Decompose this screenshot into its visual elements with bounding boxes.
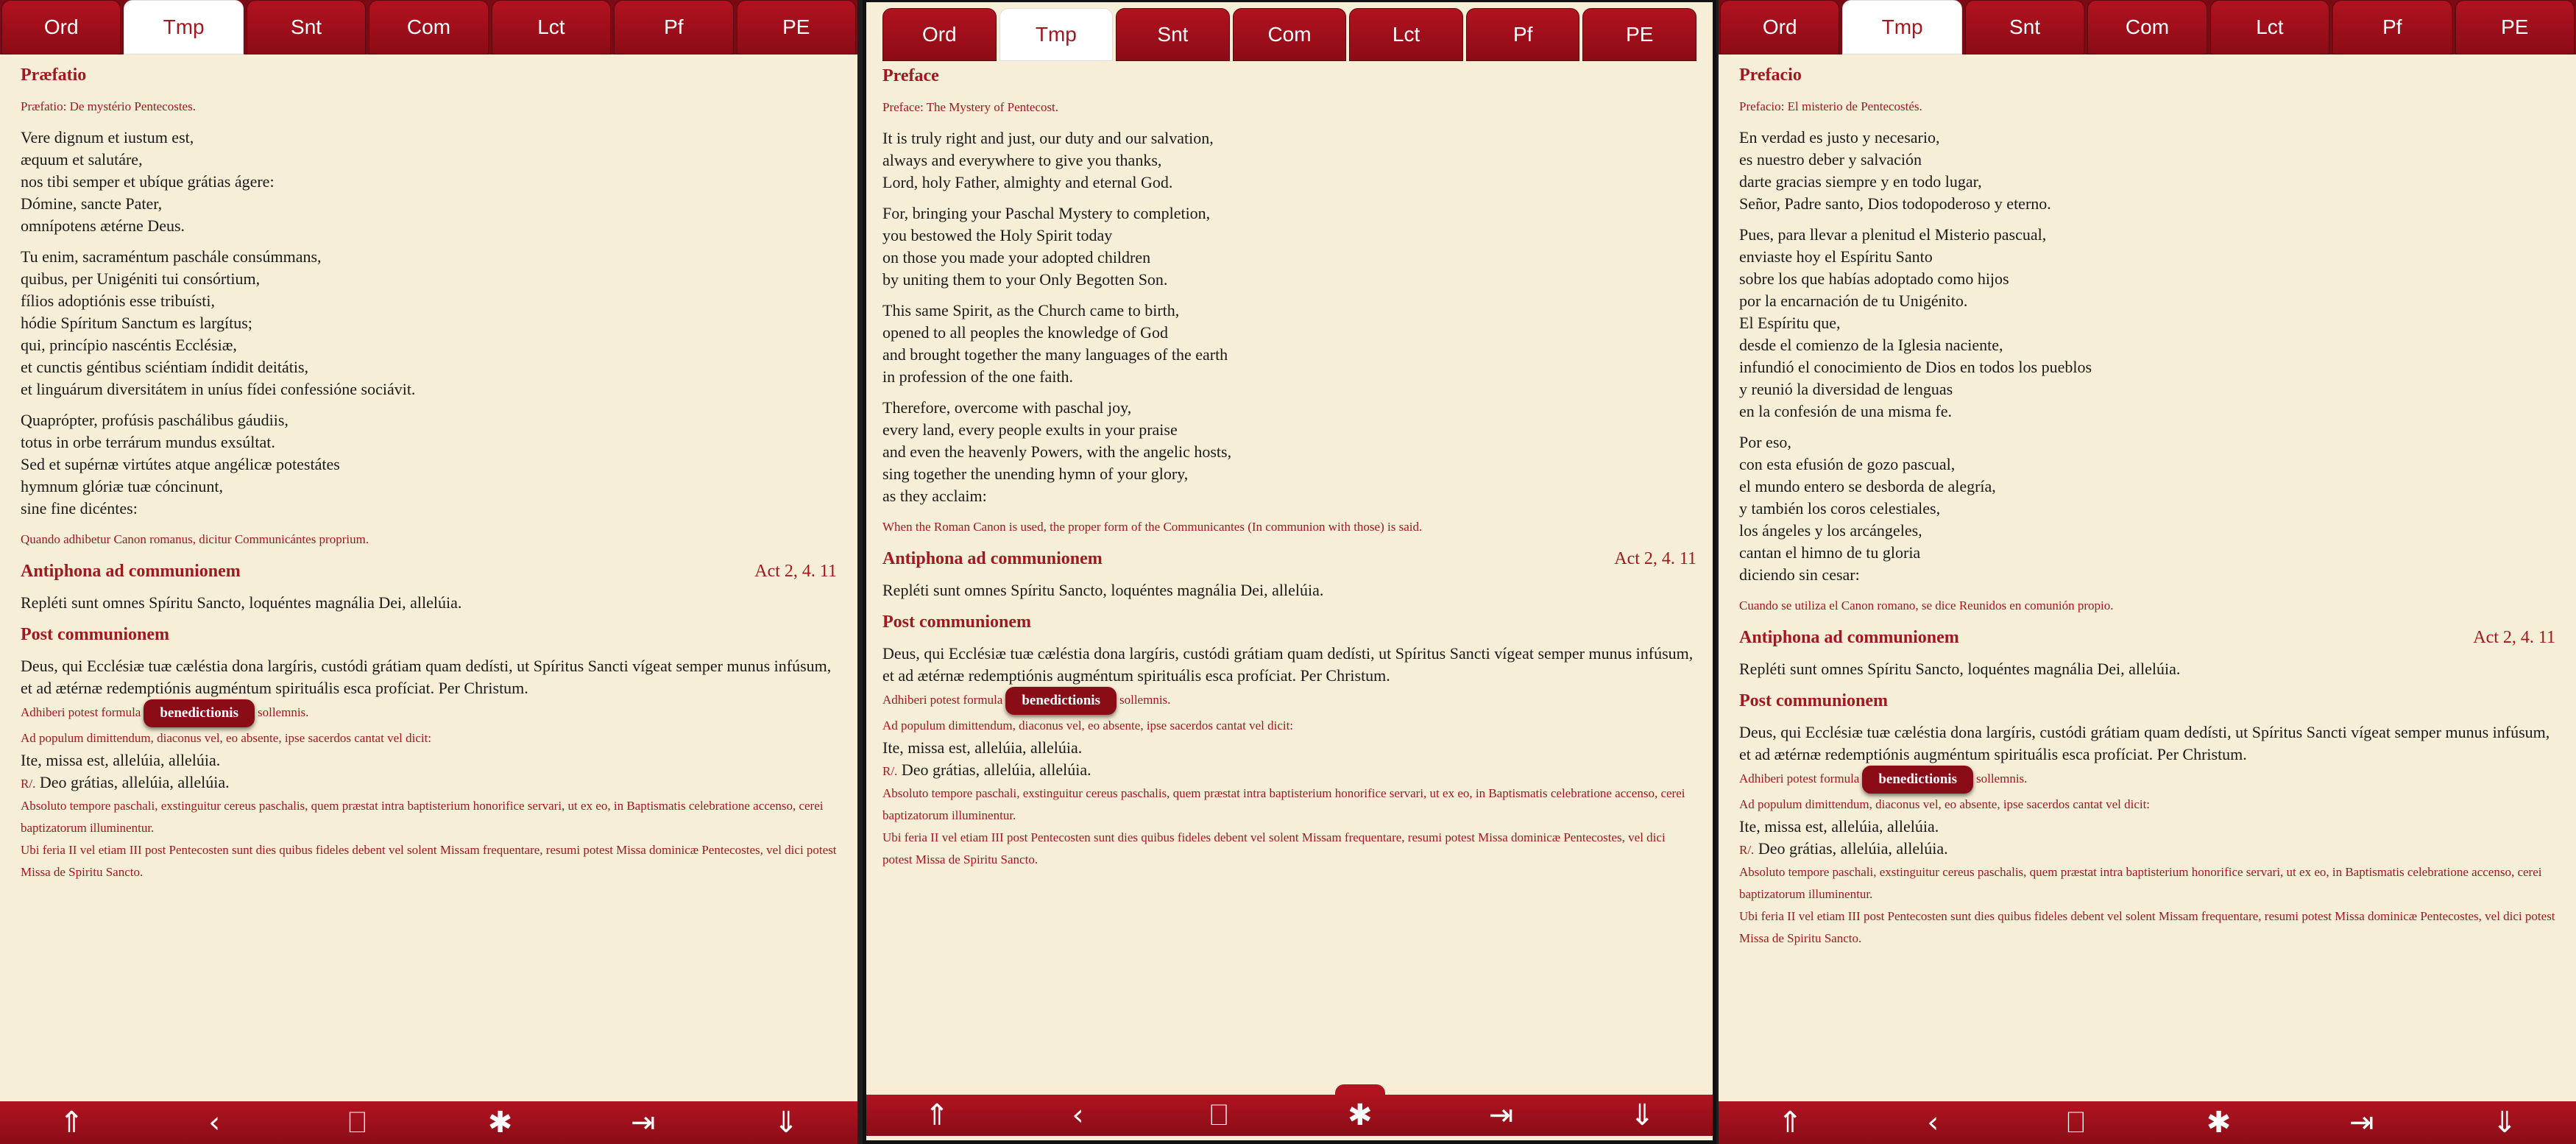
rubric: Ubi feria II vel etiam III post Pentecosten sunt dies quibus fideles debent vel solent Missam frequentare, resumi potest Missa dominicæ Pentecostes, vel dici potest Missa de Spiritu Sancto. bbox=[21, 843, 837, 879]
benedictionis-button[interactable]: benedictionis bbox=[144, 699, 255, 727]
rubric: Ad populum dimittendum, diaconus vel, eo absente, ipse sacerdos cantat vel dicit: bbox=[1739, 797, 2151, 811]
tab-tmp[interactable]: Tmp bbox=[1842, 0, 1961, 54]
tab-pe[interactable]: PE bbox=[2455, 0, 2575, 54]
prayer-text: Quaprópter, profúsis paschálibus gáudiis, totus in orbe terrárum mundus exsúltat. Sed et supérnæ virtútes atque angélicæ potestátes hymnum glóriæ tuæ cóncinunt, sine fine dicéntes: bbox=[21, 411, 340, 518]
tab-ord[interactable]: Ord bbox=[1720, 0, 1839, 54]
antiphon-heading bbox=[882, 547, 1696, 571]
rubric: Quando adhibetur Canon romanus, dicitur Communicántes proprium. bbox=[21, 532, 369, 546]
preface-heading bbox=[21, 63, 837, 87]
tab-bar bbox=[1719, 0, 2576, 54]
asterisk-icon[interactable]: ✱ bbox=[487, 1106, 513, 1140]
tab-lct[interactable]: Lct bbox=[492, 0, 611, 54]
response-text bbox=[21, 772, 837, 795]
response-words: Deo grátias, allelúia, allelúia. bbox=[39, 773, 230, 791]
rubric: When the Roman Canon is used, the proper form of the Communicantes (In communion with those) is said. bbox=[882, 520, 1423, 534]
response-marker: R/. bbox=[21, 777, 36, 791]
preface-heading bbox=[1739, 63, 2555, 87]
benedictionis-button[interactable]: benedictionis bbox=[1005, 687, 1117, 715]
tab-pe[interactable]: PE bbox=[1582, 8, 1696, 61]
bottom-toolbar bbox=[0, 1101, 857, 1144]
tab-tmp[interactable]: Tmp bbox=[124, 0, 243, 54]
panel-latin bbox=[0, 0, 857, 1144]
postcommunion-heading bbox=[882, 610, 1696, 634]
tab-bar bbox=[866, 8, 1713, 61]
antiphon-text: Repléti sunt omnes Spíritu Sancto, loquéntes magnália Dei, allelúia. bbox=[21, 593, 462, 612]
tab-snt[interactable]: Snt bbox=[1965, 0, 2084, 54]
prayer-text: Therefore, overcome with paschal joy, every land, every people exults in your praise and even the heavenly Powers, with the angelic hosts, sing together the unending hymn of your glory, as they acclaim: bbox=[882, 398, 1232, 505]
rubric: Absoluto tempore paschali, exstinguitur cereus paschalis, quem præstat intra baptisterium honorifice servari, ut ex eo, in Baptismatis celebratione accenso, cerei baptizatorum illuminentur. bbox=[1739, 865, 2542, 901]
goto-bookmark-icon[interactable]: ⇥ bbox=[630, 1106, 656, 1140]
rubric: Prefacio: El misterio de Pentecostés. bbox=[1739, 99, 1922, 113]
rubric-text: Adhiberi potest formula bbox=[21, 705, 141, 719]
prayer-text: This same Spirit, as the Church came to birth, opened to all peoples the knowledge of God and brought together the many languages of the earth in profession of the one faith. bbox=[882, 301, 1228, 386]
scripture-ref: Act 2, 4. 11 bbox=[1614, 549, 1696, 568]
panel-english bbox=[863, 0, 1716, 1144]
bookmark-icon[interactable]: ⎕ bbox=[2067, 1106, 2085, 1140]
scroll-top-icon[interactable]: ⇑ bbox=[1777, 1106, 1802, 1140]
rubric: Ubi feria II vel etiam III post Pentecosten sunt dies quibus fideles debent vel solent Missam frequentare, resumi potest Missa dominicæ Pentecostes, vel dici potest Missa de Spiritu Sancto. bbox=[1739, 909, 2555, 945]
heading-text: Prefacio bbox=[1739, 66, 1802, 85]
tab-lct[interactable]: Lct bbox=[2210, 0, 2329, 54]
tab-tmp[interactable]: Tmp bbox=[999, 8, 1114, 61]
content bbox=[1739, 63, 2555, 950]
postcommunion-text: Deus, qui Ecclésiæ tuæ cæléstia dona largíris, custódi grátiam quam dedísti, ut Spíritus Sancti vígeat semper munus infúsum, et ad ætérnæ redemptiónis augméntum spirituális esca profíciat. Per Christum. bbox=[882, 644, 1694, 685]
bottom-toolbar bbox=[1719, 1101, 2576, 1144]
rubric-text: sollemnis. bbox=[1119, 692, 1171, 707]
postcommunion-heading bbox=[1739, 689, 2555, 713]
heading-text: Post communionem bbox=[882, 612, 1031, 632]
tab-ord[interactable]: Ord bbox=[882, 8, 997, 61]
bookmark-icon[interactable]: ⎕ bbox=[348, 1106, 367, 1140]
response-marker: R/. bbox=[1739, 843, 1755, 857]
tab-pf[interactable]: Pf bbox=[1466, 8, 1580, 61]
panel-spanish bbox=[1719, 0, 2576, 1144]
rubric: Præfatio: De mystério Pentecostes. bbox=[21, 99, 196, 113]
antiphon-heading bbox=[21, 559, 837, 583]
scripture-ref: Act 2, 4. 11 bbox=[2473, 628, 2555, 647]
prayer-text: Pues, para llevar a plenitud el Misterio pascual, enviaste hoy el Espíritu Santo sobre los que habías adoptado como hijos por la encarnación de tu Unigénito. El Espíritu que, desde el comienzo de la Iglesia naciente, infundió el conocimiento de Dios en todos los pueblos y reunió la diversidad de lenguas en la confesión de una misma fe. bbox=[1739, 225, 2092, 420]
back-icon[interactable]: ‹ bbox=[1927, 1106, 1939, 1140]
scroll-bottom-icon[interactable]: ⇓ bbox=[1630, 1098, 1655, 1132]
heading-text: Post communionem bbox=[21, 625, 169, 644]
antiphon-text: Repléti sunt omnes Spíritu Sancto, loquéntes magnália Dei, allelúia. bbox=[1739, 660, 2181, 678]
benedictionis-button[interactable]: benedictionis bbox=[1862, 766, 1973, 794]
bottom-toolbar bbox=[866, 1095, 1713, 1136]
tab-snt[interactable]: Snt bbox=[1116, 8, 1230, 61]
antiphon-heading bbox=[1739, 626, 2555, 649]
tab-lct[interactable]: Lct bbox=[1349, 8, 1463, 61]
rubric: Ubi feria II vel etiam III post Pentecosten sunt dies quibus fideles debent vel solent Missam frequentare, resumi potest Missa dominicæ Pentecostes, vel dici potest Missa de Spiritu Sancto. bbox=[882, 830, 1666, 866]
preface-heading bbox=[882, 64, 1696, 88]
content bbox=[21, 63, 837, 883]
rubric: Absoluto tempore paschali, exstinguitur cereus paschalis, quem præstat intra baptisterium honorifice servari, ut ex eo, in Baptismatis celebratione accenso, cerei baptizatorum illuminentur. bbox=[882, 786, 1685, 822]
scripture-ref: Act 2, 4. 11 bbox=[754, 562, 837, 581]
prayer-text: En verdad es justo y necesario, es nuestro deber y salvación darte gracias siempre y en todo lugar, Señor, Padre santo, Dios todopoderoso y eterno. bbox=[1739, 128, 2051, 213]
dismissal-text: Ite, missa est, allelúia, allelúia. bbox=[1739, 817, 1939, 836]
tab-pe[interactable]: PE bbox=[737, 0, 856, 54]
tab-com[interactable]: Com bbox=[1233, 8, 1347, 61]
heading-text: Antiphona ad communionem bbox=[21, 562, 241, 581]
rubric: Ad populum dimittendum, diaconus vel, eo absente, ipse sacerdos cantat vel dicit: bbox=[21, 731, 432, 745]
rubric: Absoluto tempore paschali, exstinguitur cereus paschalis, quem præstat intra baptisterium honorifice servari, ut ex eo, in Baptismatis celebratione accenso, cerei baptizatorum illuminentur. bbox=[21, 799, 824, 835]
postcommunion-text: Deus, qui Ecclésiæ tuæ cæléstia dona largíris, custódi grátiam quam dedísti, ut Spíritus Sancti vígeat semper munus infúsum, et ad ætérnæ redemptiónis augméntum spirituális esca profíciat. Per Christum. bbox=[1739, 723, 2550, 763]
scroll-bottom-icon[interactable]: ⇓ bbox=[774, 1106, 799, 1140]
prayer-text: Tu enim, sacraméntum paschále consúmmans, quibus, per Unigéniti tui consórtium, fílios adoptiónis esse tribuísti, hódie Spíritum Sanctum es largítus; qui, princípio nascéntis Ecclésiæ, et cunctis géntibus sciéntiam índidit deitátis, et linguárum diversitátem in uníus fídei confessióne sociávit. bbox=[21, 247, 416, 398]
response-marker: R/. bbox=[882, 764, 898, 778]
heading-text: Preface bbox=[882, 66, 939, 85]
tab-com[interactable]: Com bbox=[369, 0, 488, 54]
asterisk-icon[interactable]: ✱ bbox=[1331, 1095, 1390, 1136]
back-icon[interactable]: ‹ bbox=[208, 1106, 221, 1140]
heading-text: Præfatio bbox=[21, 66, 87, 85]
rubric-text: Adhiberi potest formula bbox=[882, 692, 1003, 707]
goto-bookmark-icon[interactable]: ⇥ bbox=[2349, 1106, 2374, 1140]
content bbox=[882, 64, 1696, 871]
rubric-text: sollemnis. bbox=[1975, 771, 2028, 785]
prayer-text: It is truly right and just, our duty and our salvation, always and everywhere to give you thanks, Lord, holy Father, almighty and eternal God. bbox=[882, 129, 1214, 191]
tab-com[interactable]: Com bbox=[2087, 0, 2207, 54]
tab-pf[interactable]: Pf bbox=[614, 0, 733, 54]
rubric: Cuando se utiliza el Canon romano, se dice Reunidos en comunión propio. bbox=[1739, 599, 2114, 612]
rubric bbox=[1739, 766, 2555, 794]
scroll-top-icon[interactable]: ⇑ bbox=[59, 1106, 84, 1140]
tab-snt[interactable]: Snt bbox=[247, 0, 366, 54]
bookmark-icon[interactable]: ⎕ bbox=[1210, 1098, 1228, 1132]
tab-bar bbox=[0, 0, 857, 54]
scroll-bottom-icon[interactable]: ⇓ bbox=[2492, 1106, 2517, 1140]
rubric-text: Adhiberi potest formula bbox=[1739, 771, 1860, 785]
postcommunion-heading bbox=[21, 623, 837, 646]
response-text bbox=[882, 759, 1696, 783]
response-words: Deo grátias, allelúia, allelúia. bbox=[1758, 839, 1948, 858]
rubric: Ad populum dimittendum, diaconus vel, eo absente, ipse sacerdos cantat vel dicit: bbox=[882, 718, 1294, 732]
scroll-top-icon[interactable]: ⇑ bbox=[924, 1098, 949, 1132]
response-text bbox=[1739, 838, 2555, 861]
goto-bookmark-icon[interactable]: ⇥ bbox=[1488, 1098, 1514, 1132]
rubric bbox=[882, 687, 1696, 715]
asterisk-icon[interactable]: ✱ bbox=[2206, 1106, 2232, 1140]
prayer-text: Por eso, con esta efusión de gozo pascual, el mundo entero se desborda de alegría, y también los coros celestiales, los ángeles y los arcángeles, cantan el himno de tu gloria diciendo sin cesar: bbox=[1739, 433, 1996, 584]
rubric: Preface: The Mystery of Pentecost. bbox=[882, 100, 1059, 114]
response-words: Deo grátias, allelúia, allelúia. bbox=[901, 760, 1091, 779]
rubric-text: sollemnis. bbox=[257, 705, 309, 719]
heading-text: Antiphona ad communionem bbox=[1739, 628, 1959, 647]
antiphon-text: Repléti sunt omnes Spíritu Sancto, loquéntes magnália Dei, allelúia. bbox=[882, 581, 1324, 599]
tab-ord[interactable]: Ord bbox=[1, 0, 121, 54]
dismissal-text: Ite, missa est, allelúia, allelúia. bbox=[882, 738, 1083, 757]
dismissal-text: Ite, missa est, allelúia, allelúia. bbox=[21, 751, 221, 769]
back-icon[interactable]: ‹ bbox=[1072, 1098, 1084, 1132]
heading-text: Antiphona ad communionem bbox=[882, 549, 1103, 568]
prayer-text: Vere dignum et iustum est, æquum et salutáre, nos tibi semper et ubíque grátias ágere: Dómine, sancte Pater, omnípotens ætérne Deus. bbox=[21, 128, 275, 235]
tab-pf[interactable]: Pf bbox=[2332, 0, 2452, 54]
heading-text: Post communionem bbox=[1739, 691, 1888, 710]
postcommunion-text: Deus, qui Ecclésiæ tuæ cæléstia dona largíris, custódi grátiam quam dedísti, ut Spíritus Sancti vígeat semper munus infúsum, et ad ætérnæ redemptiónis augméntum spirituális esca profíciat. Per Christum. bbox=[21, 657, 832, 697]
rubric bbox=[21, 699, 837, 727]
prayer-text: For, bringing your Paschal Mystery to completion, you bestowed the Holy Spirit today on those you made your adopted children by uniting them to your Only Begotten Son. bbox=[882, 204, 1211, 289]
